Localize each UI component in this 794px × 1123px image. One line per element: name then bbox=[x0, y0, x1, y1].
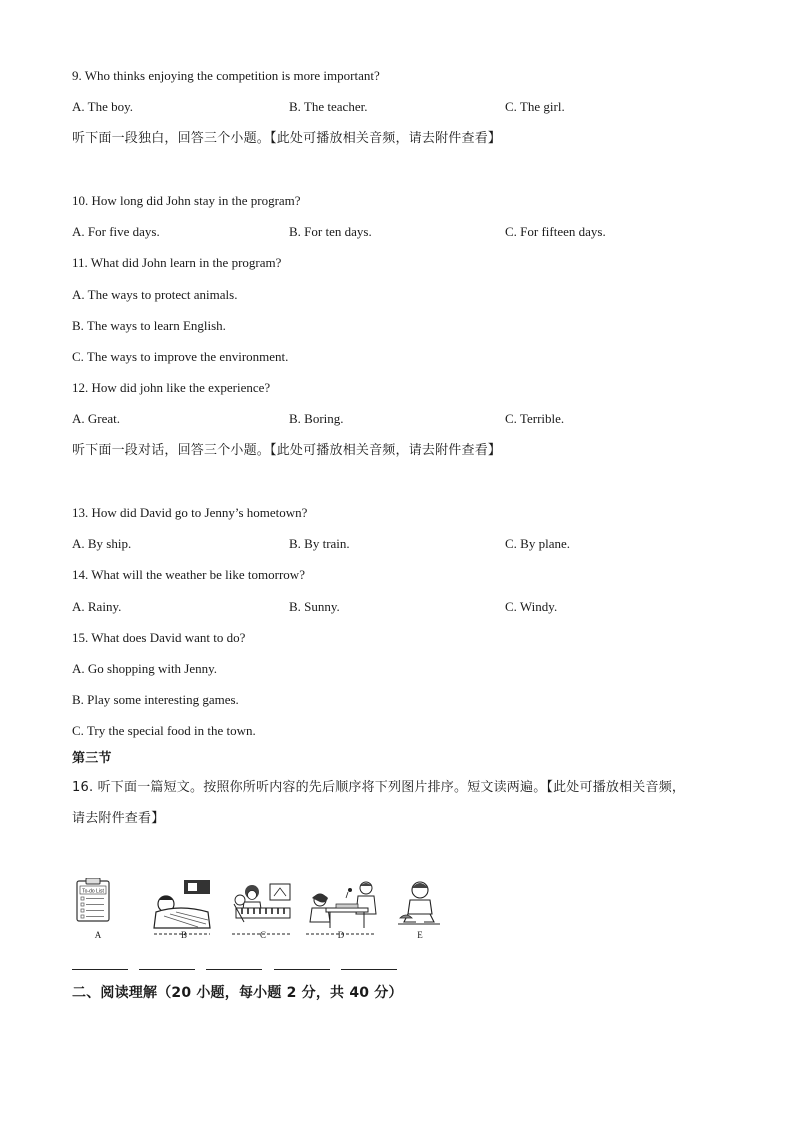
q14-option-c: C. Windy. bbox=[505, 599, 558, 614]
question-16-line1: 16. 听下面一篇短文。按照你所听内容的先后顺序将下列图片排序。短文读两遍。【此处可播放相关音频， bbox=[72, 780, 686, 795]
answer-blank-2[interactable] bbox=[139, 969, 195, 970]
q12-option-b: B. Boring. bbox=[289, 411, 344, 426]
answer-blank-4[interactable] bbox=[274, 969, 330, 970]
q11-option-a: A. The ways to protect animals. bbox=[72, 287, 238, 302]
q10-option-b: B. For ten days. bbox=[289, 224, 372, 239]
q14-option-a: A. Rainy. bbox=[72, 599, 122, 614]
answer-blank-3[interactable] bbox=[206, 969, 262, 970]
q13-option-c: C. By plane. bbox=[505, 536, 570, 551]
picture-label-d: D bbox=[337, 930, 345, 940]
question-15: 15. What does David want to do? bbox=[72, 630, 246, 645]
question-9: 9. Who thinks enjoying the competition is more important? bbox=[72, 68, 380, 83]
q13-option-a: A. By ship. bbox=[72, 536, 132, 551]
q9-option-a: A. The boy. bbox=[72, 99, 134, 114]
q15-option-b: B. Play some interesting games. bbox=[72, 692, 239, 707]
q15-option-c: C. Try the special food in the town. bbox=[72, 723, 256, 738]
dialogue-instruction: 听下面一段对话，回答三个小题。【此处可播放相关音频，请去附件查看】 bbox=[72, 443, 502, 458]
question-12: 12. How did john like the experience? bbox=[72, 380, 271, 395]
question-11: 11. What did John learn in the program? bbox=[72, 255, 282, 270]
question-14: 14. What will the weather be like tomorrow? bbox=[72, 567, 305, 582]
section-heading: 第三节 bbox=[72, 751, 112, 766]
question-10: 10. How long did John stay in the program? bbox=[72, 193, 301, 208]
q12-option-a: A. Great. bbox=[72, 411, 121, 426]
q14-option-b: B. Sunny. bbox=[289, 599, 340, 614]
q10-option-c: C. For fifteen days. bbox=[505, 224, 606, 239]
picture-label-b: B bbox=[180, 930, 187, 940]
question-16-line2: 请去附件查看】 bbox=[72, 811, 165, 826]
q12-option-c: C. Terrible. bbox=[505, 411, 565, 426]
q15-option-a: A. Go shopping with Jenny. bbox=[72, 661, 218, 676]
question-13: 13. How did David go to Jenny’s hometown? bbox=[72, 505, 308, 520]
q10-option-a: A. For five days. bbox=[72, 224, 160, 239]
answer-blank-5[interactable] bbox=[341, 969, 397, 970]
q9-option-b: B. The teacher. bbox=[289, 99, 368, 114]
picture-label-a: A bbox=[94, 930, 102, 940]
picture-label-e: E bbox=[417, 930, 423, 940]
part-2-heading: 二、阅读理解（20 小题，每小题 2 分，共 40 分） bbox=[72, 985, 403, 1001]
q9-option-c: C. The girl. bbox=[505, 99, 565, 114]
monologue-instruction: 听下面一段独白，回答三个小题。【此处可播放相关音频，请去附件查看】 bbox=[72, 131, 502, 146]
q11-option-c: C. The ways to improve the environment. bbox=[72, 349, 289, 364]
answer-blank-1[interactable] bbox=[72, 969, 128, 970]
todo-list-title: To-do List bbox=[82, 888, 104, 895]
q13-option-b: B. By train. bbox=[289, 536, 350, 551]
picture-label-c: C bbox=[259, 930, 266, 940]
q11-option-b: B. The ways to learn English. bbox=[72, 318, 226, 333]
